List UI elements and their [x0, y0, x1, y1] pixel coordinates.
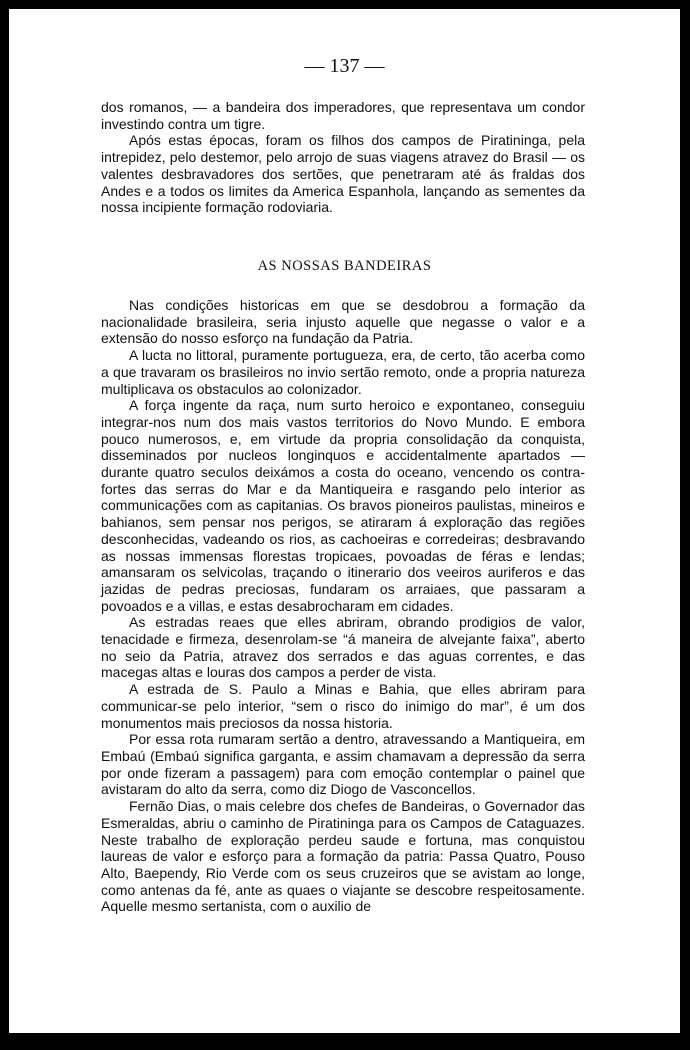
paragraph: A lucta no littoral, puramente portugueza, era, de certo, tão acerba como a que travaram os brasileiros no invio sertão remoto, onde a propria natureza multiplicava os obstaculos ao colonizador. — [101, 347, 585, 397]
book-page — [9, 9, 680, 1033]
section-heading: AS NOSSAS BANDEIRAS — [257, 258, 432, 274]
paragraph: As estradas reaes que elles abriram, obrando prodigios de valor, tenacidade e firmeza, desenrolam-se “á maneira de alvejante faixa”, aberto no seio da Patria, atravez dos serrados e das aguas correntes, e das macegas altas e louras dos campos a perder de vista. — [101, 614, 585, 681]
paragraph: Nas condições historicas em que se desdobrou a formação da nacionalidade brasileira, seria injusto aquelle que negasse o valor e a extensão do nosso esforço na fundação da Patria. — [101, 297, 585, 347]
page-number: — 137 — — [304, 55, 385, 77]
paragraph: Após estas épocas, foram os filhos dos campos de Piratininga, pela intrepidez, pelo destemor, pelo arrojo de suas viagens atravez do Brasil — os valentes desbravadores dos sertões, que penetraram até ás fraldas dos Andes e a todos os limites da America Espanhola, lançando as sementes da nossa incipiente formação rodoviaria. — [101, 132, 585, 216]
paragraph: Por essa rota rumaram sertão a dentro, atravessando a Mantiqueira, em Embaú (Embaú significa garganta, e assim chamavam a depressão da serra por onde fizeram a passagem) para com emoção contemplar o painel que avistaram do alto da serra, como diz Diogo de Vasconcellos. — [101, 731, 585, 798]
paragraph: Fernão Dias, o mais celebre dos chefes de Bandeiras, o Governador das Esmeraldas, abriu o caminho de Piratininga para os Campos de Cataguazes. Neste trabalho de exploração perdeu saude e fortuna, mas conquistou laureas de valor e esforço para a formação da patria: Passa Quatro, Pouso Alto, Baependy, Rio Verde com os seus cruzeiros que se avistam ao longe, como antenas da fé, ante as quaes o viajante se descobre respeitosamente. Aquelle mesmo sertanista, com o auxilio de — [101, 798, 585, 915]
paragraph: dos romanos, — a bandeira dos imperadores, que representava um condor investindo contra um tigre. — [101, 99, 585, 132]
paragraph: A força ingente da raça, num surto heroico e expontaneo, conseguiu integrar-nos num dos mais vastos territorios do Novo Mundo. E embora pouco numerosos, e, em virtude da propria consolidação da conquista, disseminados por nucleos longinquos e accidentalmente apartados — durante quatro seculos deixámos a costa do oceano, vencendo os contra-fortes das serras do Mar e da Mantiqueira e rasgando pelo interior as communicações com as capitanias. Os bravos pioneiros paulistas, mineiros e bahianos, sem pensar nos perigos, se atiraram á exploração das regiões desconhecidas, vadeando os rios, as cachoeiras e corredeiras; desbravando as nossas immensas florestas tropicaes, povoadas de féras e lendas; amansaram os selvicolas, traçando o itinerario dos veeiros auriferos e das jazidas de pedras preciosas, fundaram os arraiaes, que passaram a povoados e a villas, e estas desabrocharam em cidades. — [101, 397, 585, 614]
paragraph: A estrada de S. Paulo a Minas e Bahia, que elles abriram para communicar-se pelo interior, “sem o risco do inimigo do mar”, é um dos monumentos mais preciosos da nossa historia. — [101, 681, 585, 731]
text-block-main — [101, 297, 585, 915]
text-block-intro — [101, 99, 585, 216]
